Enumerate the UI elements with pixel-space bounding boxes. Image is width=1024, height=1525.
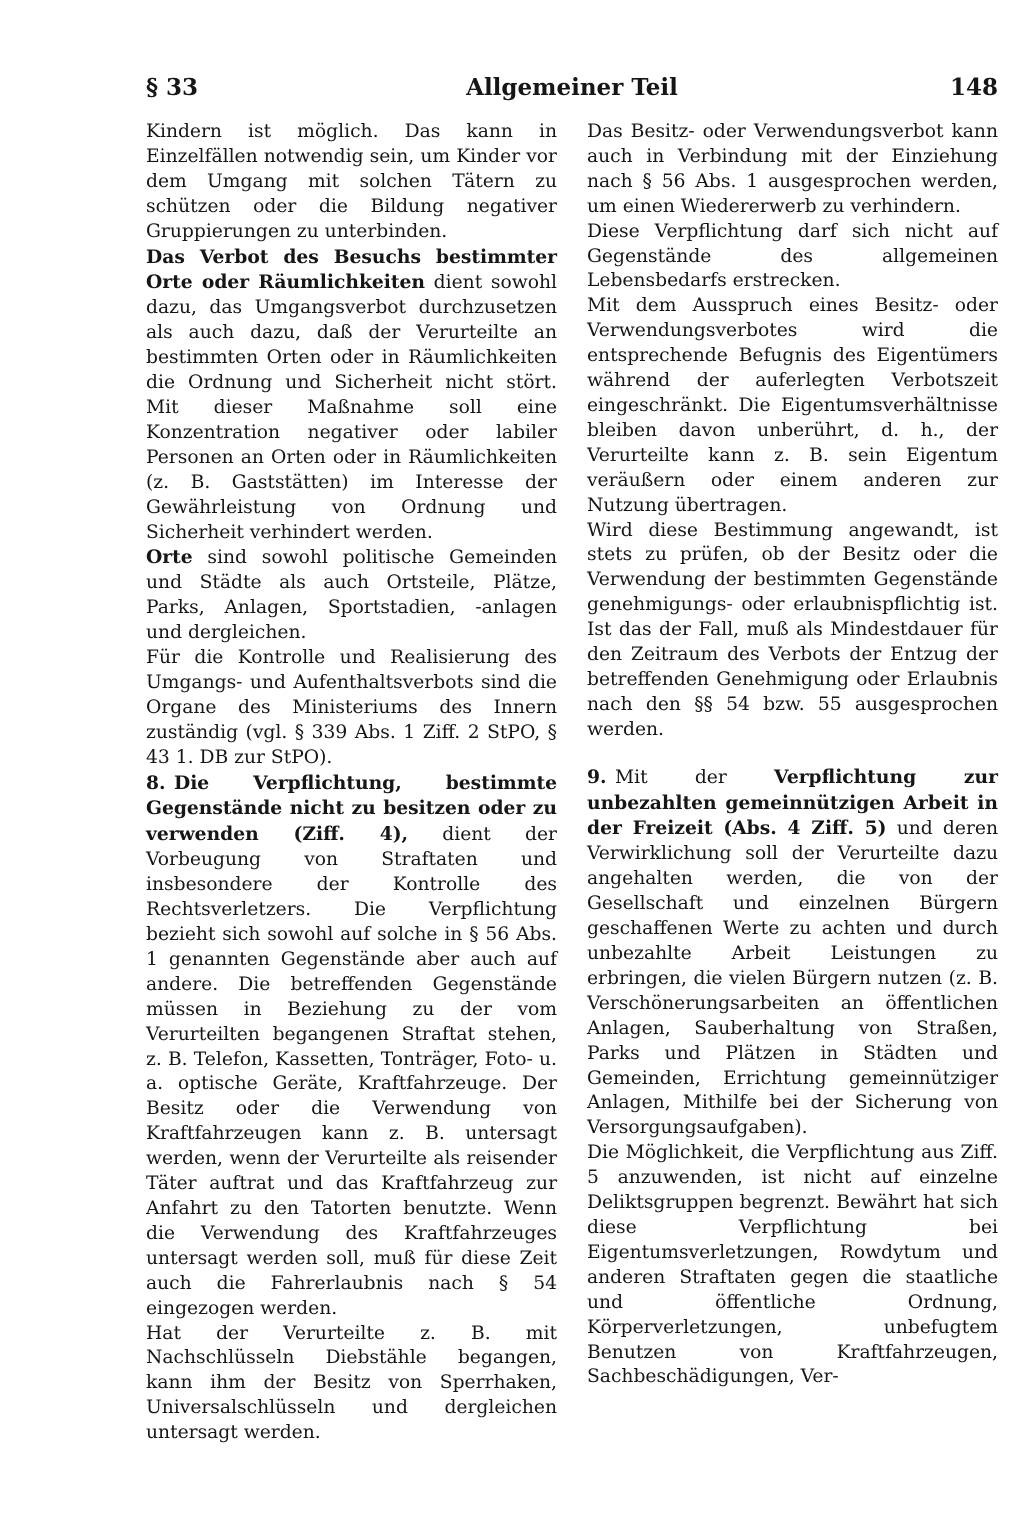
numbered-paragraph xyxy=(587,765,998,1142)
paragraph-text: und deren Verwirklichung soll der Verurteilte dazu angehalten werden, die von der Gesellschaft und einzelnen Bürgern geschaffenen Werte zu achten und durch unbezahlte Arbeit Leistungen zu erbringen, die vielen Bürgern nutzen (z. B. Verschönerungsarbeiten an öffentlichen Anlagen, Sauberhaltung von Straßen, Parks und Plätzen in Städten und Gemeinden, Errichtung gemeinnütziger Anlagen, Mithilfe bei der Sicherung von Versorgungsaufgaben). xyxy=(587,818,998,1139)
paragraph-text: Mit dem Ausspruch eines Besitz- oder Verwendungsverbotes wird die entsprechende Befugnis des Eigentümers während der auferlegten Verbotszeit eingeschränkt. Die Eigentumsverhältnisse bleiben davon unberührt, d. h., der Verurteilte kann z. B. sein Eigentum veräußern oder einem anderen zur Nutzung übertragen. xyxy=(587,295,998,516)
paragraph-heading: Das Verbot des Besuchs bestimmter Orte oder Räumlichkeiten xyxy=(146,245,557,294)
paragraph xyxy=(587,294,998,518)
paragraph xyxy=(146,245,557,546)
paragraph xyxy=(587,519,998,743)
right-column xyxy=(587,120,998,1390)
paragraph-text: Hat der Verurteilte z. B. mit Nachschlüsseln Diebstähle begangen, kann ihm der Besitz von Sperrhaken, Universalschlüsseln und dergleichen untersagt werden. xyxy=(146,1322,557,1444)
paragraph-text: dient sowohl dazu, das Umgangsverbot durchzusetzen als auch dazu, daß der Verurteilte an bestimmten Orten oder in Räumlichkeiten die Ordnung und Sicherheit nicht stört. Mit dieser Maßnahme soll eine Konzentration negativer oder labiler Personen an Orten oder in Räumlichkeiten (z. B. Gaststätten) im Interesse der Gewährleistung von Ordnung und Sicherheit verhindert werden. xyxy=(146,272,557,543)
section-number: § 33 xyxy=(146,74,199,101)
paragraph-text: dient der Vorbeugung von Straftaten und insbesondere der Kontrolle des Rechtsverletzers. Die Verpflichtung bezieht sich sowohl auf solche in § 56 Abs. 1 genannten Gegenstände aber auch auf andere. Die betreffenden Gegenstände müssen in Beziehung zu der vom Verurteilten begangenen Straftat stehen, z. B. Telefon, Kassetten, Tonträger, Foto- u. a. optische Geräte, Kraftfahrzeuge. Der Besitz oder die Verwendung von Kraftfahrzeugen kann z. B. untersagt werden, wenn der Verurteilte als reisender Täter auftrat und das Kraftfahrzeug zur Anfahrt zu den Tatorten benutzte. Wenn die Verwendung des Kraftfahrzeuges untersagt werden soll, muß für diese Zeit auch die Fahrerlaubnis nach § 54 eingezogen werden. xyxy=(146,824,557,1319)
item-number: 8. xyxy=(146,771,166,794)
item-number: 9. xyxy=(587,765,607,788)
page-number: 148 xyxy=(949,74,998,101)
running-title: Allgemeiner Teil xyxy=(466,74,678,101)
paragraph xyxy=(146,120,557,245)
paragraph xyxy=(587,120,998,220)
paragraph xyxy=(146,1322,557,1447)
paragraph-text: Diese Verpflichtung darf sich nicht auf Gegenstände des allgemeinen Lebensbedarfs erstrecken. xyxy=(587,220,998,292)
paragraph-text: Mit der xyxy=(615,766,775,788)
paragraph-text: Kindern ist möglich. Das kann in Einzelfällen notwendig sein, um Kinder vor dem Umgang mit solchen Tätern zu schützen oder die Bildung negativer Gruppierungen zu unterbinden. xyxy=(146,121,557,242)
paragraph-heading: Orte xyxy=(146,546,193,569)
numbered-paragraph xyxy=(146,771,557,1322)
paragraph-text: Die Möglichkeit, die Verpflichtung aus Ziff. 5 anzuwenden, ist nicht auf einzelne Deliktsgruppen begrenzt. Bewährt hat sich diese Verpflichtung bei Eigentumsverletzungen, Rowdytum und anderen Straftaten gegen die staatliche und öffentliche Ordnung, Körperverletzungen, unbefugtem Benutzen von Kraftfahrzeugen, Sachbeschädigungen, Ver- xyxy=(587,1142,998,1388)
paragraph-text: sind sowohl politische Gemeinden und Städte als auch Ortsteile, Plätze, Parks, Anlagen, Sportstadien, -anlagen und dergleichen. xyxy=(146,547,557,644)
paragraph xyxy=(587,1141,998,1390)
paragraph-text: Wird diese Bestimmung angewandt, ist stets zu prüfen, ob der Besitz oder die Verwendung der bestimmten Gegenstände genehmigungs- oder erlaubnispflichtig ist. Ist das der Fall, muß als Mindestdauer für den Zeitraum des Verbots der Entzug der betreffenden Genehmigung oder Erlaubnis nach den §§ 54 bzw. 55 ausgesprochen werden. xyxy=(587,519,998,740)
paragraph-text: Das Besitz- oder Verwendungsverbot kann auch in Verbindung mit der Einziehung nach § 56 Abs. 1 ausgesprochen werden, um einen Wiedererwerb zu verhindern. xyxy=(587,121,998,217)
paragraph xyxy=(146,646,557,771)
page-header xyxy=(146,70,998,106)
paragraph-heading: Verpflichtung zur unbezahlten gemeinnützigen Arbeit in der Freizeit (Abs. 4 Ziff. 5) xyxy=(587,765,998,840)
paragraph xyxy=(146,545,557,646)
paragraph xyxy=(587,220,998,295)
paragraph-heading: Die Verpflichtung, bestimmte Gegenstände nicht zu besitzen oder zu verwenden (Ziff. 4), xyxy=(146,771,557,846)
paragraph-text: Für die Kontrolle und Realisierung des Umgangs- und Aufenthaltsverbots sind die Organe des Ministeriums des Innern zuständig (vgl. § 339 Abs. 1 Ziff. 2 StPO, § 43 1. DB zur StPO). xyxy=(146,647,557,768)
left-column xyxy=(146,120,557,1446)
